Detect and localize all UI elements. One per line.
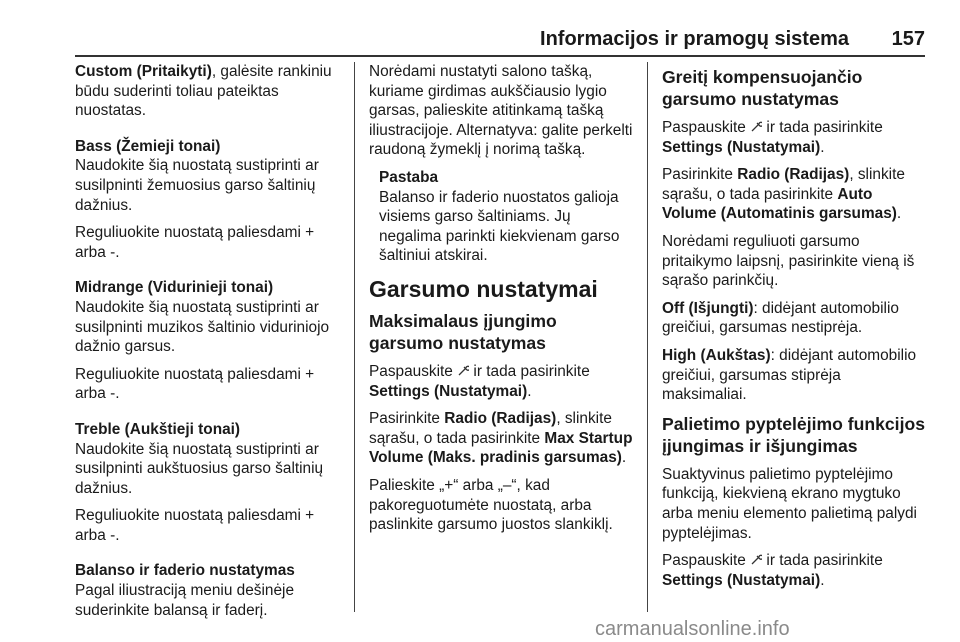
custom-term: Custom (Pritaikyti) [75, 63, 212, 80]
touch-press-instruction: Paspauskite ir tada pasirinkite Settings (Nustatymai). [662, 552, 883, 589]
touch-beep-text: Suaktyvinus palietimo pyptelėjimo funkciją, kiekvieną ekrano mygtuko arba meniu elemento palietimą palydi pyptelėjimas. [662, 465, 917, 542]
auto-adjust-text: Norėdami reguliuoti garsumo pritaikymo laipsnį, pasirinkite vieną iš sąrašo parinkčių. [662, 232, 915, 290]
note-text: Balanso ir faderio nuostatos galioja visiems garso šaltiniams. Jų negalima parinkti kiekvienam garso šaltiniui atskirai. [379, 188, 620, 265]
balance-text: Pagal iliustraciją meniu dešinėje suderinkite balansą ir faderį. [75, 582, 295, 619]
bass-text: Naudokite šią nuostatą sustiprinti ar susilpninti žemuosius garso šaltinių dažnius. [75, 157, 319, 214]
watermark: carmanualsonline.info [595, 618, 790, 640]
page-number: 157 [891, 28, 925, 50]
page-header [75, 28, 925, 54]
column-2 [369, 62, 634, 543]
select-instruction: Pasirinkite Radio (Radijas), slinkite sąrašu, o tada pasirinkite Max Startup Volume (Maks. pradinis garsumas). [369, 410, 633, 467]
touch-beep-heading: Palietimo pyptelėjimo funkcijos įjungimas ir išjungimas [662, 413, 925, 456]
touch-instruction: Palieskite „+“ arba „–“, kad pakoreguotumėte nuostatą, arba paslinkite garsumo juostos slankiklį. [369, 476, 613, 534]
header-rule [75, 55, 925, 57]
treble-text: Naudokite šią nuostatą sustiprinti ar susilpninti aukštuosius garso šaltinių dažnius. [75, 440, 324, 497]
settings-icon [750, 554, 762, 566]
treble-adjust: Reguliuokite nuostatą paliesdami + arba -. [75, 507, 315, 544]
note-box [379, 168, 634, 266]
treble-heading: Treble (Aukštieji tonai) [75, 420, 241, 438]
midrange-heading: Midrange (Vidurinieji tonai) [75, 279, 274, 297]
auto-volume-heading: Greitį kompensuojančio garsumo nustatymas [662, 67, 863, 109]
off-option: Off (Išjungti): didėjant automobilio greičiui, garsumas nestiprėja. [662, 299, 899, 337]
section-title: Informacijos ir pramogų sistema [540, 28, 849, 50]
high-option: High (Aukštas): didėjant automobilio greičiui, garsumas stiprėja maksimaliai. [662, 346, 917, 404]
midrange-adjust: Reguliuokite nuostatą paliesdami + arba -. [75, 365, 315, 403]
column-1 [75, 62, 347, 628]
midrange-text: Naudokite šią nuostatą sustiprinti ar susilpninti muzikos šaltinio viduriniojo dažnio garsus. [75, 298, 330, 356]
bass-heading: Bass (Žemieji tonai) [75, 137, 221, 155]
max-startup-heading: Maksimalaus įjungimo garsumo nustatymas [369, 310, 557, 353]
custom-paragraph: Custom (Pritaikyti), galėsite rankiniu būdu suderinti toliau pateiktas nuostatas. [75, 63, 332, 120]
column-divider-2 [647, 62, 648, 612]
column-3 [662, 62, 927, 598]
volume-settings-heading: Garsumo nustatymai [369, 275, 598, 302]
balance-heading: Balanso ir faderio nustatymas [75, 562, 295, 580]
settings-icon [457, 365, 469, 377]
press-instruction: Paspauskite ir tada pasirinkite Settings (Nustatymai). [369, 362, 590, 400]
note-heading: Pastaba [379, 168, 439, 186]
auto-press-instruction: Paspauskite ir tada pasirinkite Settings (Nustatymai). [662, 119, 883, 156]
balance-point-text: Norėdami nustatyti salono tašką, kuriame girdimas aukščiausio lygio garsas, palieskite atitinkamą tašką iliustracijoje. Alternatyva: galite perkelti raudoną žymeklį į norimą tašką. [369, 63, 633, 159]
settings-icon [750, 121, 762, 133]
auto-select-instruction: Pasirinkite Radio (Radijas), slinkite sąrašu, o tada pasirinkite Auto Volume (Automatinis garsumas). [662, 166, 905, 223]
column-divider-1 [354, 62, 355, 612]
bass-adjust: Reguliuokite nuostatą paliesdami + arba -. [75, 224, 315, 261]
